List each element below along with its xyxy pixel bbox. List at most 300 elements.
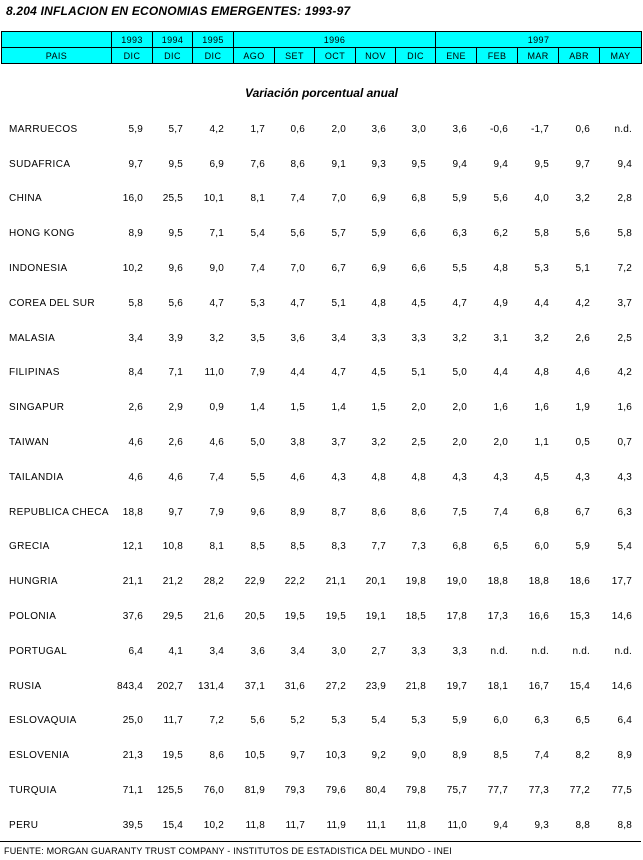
month-header: FEB	[477, 48, 518, 64]
value-cell: 27,2	[325, 680, 346, 692]
table-row	[1, 460, 641, 495]
value-cell: 80,4	[365, 785, 386, 797]
country-name: TURQUIA	[9, 785, 57, 797]
value-cell: 4,5	[534, 471, 549, 483]
value-cell: 5,6	[493, 193, 508, 205]
value-cell: 15,4	[162, 819, 183, 831]
value-cell: 18,5	[405, 611, 426, 623]
value-cell: 7,4	[250, 263, 265, 275]
value-cell: 6,0	[534, 541, 549, 553]
value-cell: 6,2	[493, 228, 508, 240]
value-cell: 2,0	[452, 402, 467, 414]
value-cell: 3,6	[250, 645, 265, 657]
value-cell: 9,7	[168, 506, 183, 518]
month-header: DIC	[396, 48, 436, 64]
value-cell: 8,5	[250, 541, 265, 553]
header-blank	[2, 32, 112, 48]
value-cell: 1,5	[290, 402, 305, 414]
value-cell: 19,5	[162, 750, 183, 762]
value-cell: 6,9	[371, 193, 386, 205]
table-row	[1, 634, 641, 669]
value-cell: 5,3	[250, 297, 265, 309]
value-cell: 9,4	[493, 158, 508, 170]
value-cell: 4,6	[575, 367, 590, 379]
value-cell: 25,0	[122, 715, 143, 727]
value-cell: 6,3	[534, 715, 549, 727]
value-cell: 3,6	[452, 123, 467, 135]
value-cell: 6,3	[617, 506, 632, 518]
value-cell: 5,8	[617, 228, 632, 240]
value-cell: 4,7	[331, 367, 346, 379]
value-cell: 10,8	[162, 541, 183, 553]
table-row	[1, 425, 641, 460]
year-header: 1993	[112, 32, 153, 48]
value-cell: 5,9	[128, 123, 143, 135]
value-cell: 16,0	[122, 193, 143, 205]
table-row	[1, 112, 641, 147]
value-cell: 2,6	[575, 332, 590, 344]
value-cell: 125,5	[156, 785, 183, 797]
value-cell: 2,0	[411, 402, 426, 414]
country-name: MARRUECOS	[9, 123, 78, 135]
year-header: 1994	[153, 32, 193, 48]
value-cell: 22,9	[244, 576, 265, 588]
value-cell: 11,7	[163, 715, 183, 727]
value-cell: 3,2	[209, 332, 224, 344]
table-row	[1, 704, 641, 739]
year-header: 1997	[436, 32, 642, 48]
country-name: POLONIA	[9, 611, 57, 623]
month-header: ENE	[436, 48, 477, 64]
value-cell: 843,4	[116, 680, 143, 692]
table-row	[1, 216, 641, 251]
value-cell: 5,7	[331, 228, 346, 240]
value-cell: 4,7	[452, 297, 467, 309]
value-cell: 9,1	[331, 158, 346, 170]
value-cell: 9,4	[452, 158, 467, 170]
value-cell: 4,9	[493, 297, 508, 309]
value-cell: 21,8	[405, 680, 426, 692]
value-cell: 22,2	[284, 576, 305, 588]
value-cell: 28,2	[203, 576, 224, 588]
value-cell: 18,8	[487, 576, 508, 588]
value-cell: 5,4	[250, 228, 265, 240]
value-cell: 77,3	[528, 785, 549, 797]
year-header: 1996	[234, 32, 436, 48]
value-cell: 25,5	[162, 193, 183, 205]
value-cell: 11,7	[285, 819, 305, 831]
month-header: DIC	[153, 48, 193, 64]
value-cell: 6,9	[371, 263, 386, 275]
value-cell: 4,6	[128, 471, 143, 483]
table-row	[1, 286, 641, 321]
column-header	[1, 31, 642, 64]
value-cell: 5,6	[575, 228, 590, 240]
value-cell: 1,6	[617, 402, 632, 414]
value-cell: 19,0	[446, 576, 467, 588]
value-cell: 21,2	[162, 576, 183, 588]
month-header: ABR	[559, 48, 600, 64]
value-cell: 18,8	[122, 506, 143, 518]
value-cell: 6,7	[331, 263, 346, 275]
value-cell: 9,5	[168, 158, 183, 170]
value-cell: 11,0	[204, 367, 224, 379]
value-cell: 14,6	[611, 611, 632, 623]
value-cell: 5,0	[452, 367, 467, 379]
value-cell: 2,9	[168, 402, 183, 414]
month-header: NOV	[356, 48, 396, 64]
value-cell: 10,2	[203, 819, 224, 831]
value-cell: 3,4	[128, 332, 143, 344]
value-cell: 18,1	[487, 680, 508, 692]
value-cell: 5,5	[452, 263, 467, 275]
value-cell: 3,7	[617, 297, 632, 309]
value-cell: 6,8	[534, 506, 549, 518]
value-cell: 0,7	[617, 437, 632, 449]
value-cell: 9,6	[168, 263, 183, 275]
value-cell: 2,7	[371, 645, 386, 657]
value-cell: 76,0	[203, 785, 224, 797]
value-cell: 2,8	[617, 193, 632, 205]
value-cell: 5,6	[290, 228, 305, 240]
country-column-header: PAIS	[2, 48, 112, 64]
value-cell: 79,6	[325, 785, 346, 797]
value-cell: 14,6	[611, 680, 632, 692]
country-name: SUDAFRICA	[9, 158, 71, 170]
value-cell: 37,6	[122, 611, 143, 623]
value-cell: 4,6	[209, 437, 224, 449]
value-cell: 4,3	[331, 471, 346, 483]
value-cell: 4,6	[290, 471, 305, 483]
value-cell: 4,3	[575, 471, 590, 483]
value-cell: 7,2	[209, 715, 224, 727]
value-cell: 5,6	[168, 297, 183, 309]
value-cell: 3,6	[371, 123, 386, 135]
value-cell: 75,7	[446, 785, 467, 797]
value-cell: 8,8	[575, 819, 590, 831]
value-cell: 1,9	[575, 402, 590, 414]
value-cell: 8,2	[575, 750, 590, 762]
value-cell: 21,1	[325, 576, 346, 588]
value-cell: 9,5	[168, 228, 183, 240]
table-subtitle: Variación porcentual anual	[245, 86, 398, 100]
value-cell: 8,1	[250, 193, 265, 205]
value-cell: 31,6	[284, 680, 305, 692]
value-cell: n.d.	[614, 123, 632, 135]
value-cell: 4,2	[209, 123, 224, 135]
value-cell: 18,8	[528, 576, 549, 588]
year-header: 1995	[193, 32, 234, 48]
value-cell: 0,5	[575, 437, 590, 449]
value-cell: 7,3	[411, 541, 426, 553]
value-cell: 7,2	[617, 263, 632, 275]
value-cell: 6,6	[411, 263, 426, 275]
value-cell: 10,3	[325, 750, 346, 762]
value-cell: 2,0	[493, 437, 508, 449]
value-cell: 12,1	[122, 541, 143, 553]
value-cell: 3,2	[452, 332, 467, 344]
page-title: 8.204 INFLACION EN ECONOMIAS EMERGENTES: 1993-97	[6, 4, 351, 18]
value-cell: 0,6	[575, 123, 590, 135]
value-cell: 1,4	[331, 402, 346, 414]
value-cell: 79,3	[284, 785, 305, 797]
value-cell: 4,8	[371, 297, 386, 309]
value-cell: 3,5	[250, 332, 265, 344]
value-cell: 5,7	[168, 123, 183, 135]
value-cell: 4,0	[534, 193, 549, 205]
value-cell: 4,8	[411, 471, 426, 483]
table-row	[1, 530, 641, 565]
value-cell: 77,7	[487, 785, 508, 797]
footer-divider	[0, 841, 641, 842]
value-cell: 5,5	[250, 471, 265, 483]
value-cell: 19,8	[405, 576, 426, 588]
country-name: INDONESIA	[9, 263, 68, 275]
value-cell: 3,3	[452, 645, 467, 657]
value-cell: 10,5	[244, 750, 265, 762]
value-cell: 3,1	[493, 332, 508, 344]
table-row	[1, 147, 641, 182]
value-cell: 10,1	[203, 193, 224, 205]
value-cell: 3,3	[371, 332, 386, 344]
value-cell: 81,9	[244, 785, 265, 797]
value-cell: 5,9	[371, 228, 386, 240]
value-cell: 7,5	[452, 506, 467, 518]
value-cell: 5,8	[128, 297, 143, 309]
value-cell: 5,1	[411, 367, 426, 379]
value-cell: 3,0	[411, 123, 426, 135]
value-cell: 21,1	[122, 576, 143, 588]
value-cell: 8,5	[493, 750, 508, 762]
value-cell: 2,0	[452, 437, 467, 449]
value-cell: 9,4	[493, 819, 508, 831]
value-cell: 3,3	[411, 332, 426, 344]
country-name: HONG KONG	[9, 228, 75, 240]
country-name: SINGAPUR	[9, 402, 65, 414]
month-header: AGO	[234, 48, 275, 64]
value-cell: 5,9	[452, 193, 467, 205]
value-cell: 6,7	[575, 506, 590, 518]
value-cell: 3,4	[290, 645, 305, 657]
value-cell: n.d.	[572, 645, 590, 657]
value-cell: n.d.	[531, 645, 549, 657]
value-cell: 4,4	[493, 367, 508, 379]
value-cell: 9,4	[617, 158, 632, 170]
value-cell: 7,1	[209, 228, 224, 240]
value-cell: 4,3	[452, 471, 467, 483]
table-row	[1, 738, 641, 773]
value-cell: 7,1	[168, 367, 183, 379]
table-row	[1, 808, 641, 843]
value-cell: 8,5	[290, 541, 305, 553]
value-cell: 5,4	[617, 541, 632, 553]
country-name: TAILANDIA	[9, 471, 64, 483]
value-cell: 6,0	[493, 715, 508, 727]
table-row	[1, 495, 641, 530]
value-cell: 4,3	[493, 471, 508, 483]
value-cell: 23,9	[365, 680, 386, 692]
table-row	[1, 182, 641, 217]
country-name: RUSIA	[9, 680, 42, 692]
value-cell: 15,3	[569, 611, 590, 623]
value-cell: 6,9	[209, 158, 224, 170]
value-cell: 2,5	[411, 437, 426, 449]
table-row	[1, 773, 641, 808]
month-header: SET	[275, 48, 315, 64]
value-cell: 11,9	[326, 819, 346, 831]
value-cell: 8,6	[411, 506, 426, 518]
value-cell: 6,3	[452, 228, 467, 240]
value-cell: 9,5	[534, 158, 549, 170]
value-cell: 19,5	[284, 611, 305, 623]
value-cell: 9,0	[209, 263, 224, 275]
value-cell: 19,1	[365, 611, 386, 623]
value-cell: 6,8	[452, 541, 467, 553]
value-cell: 20,5	[244, 611, 265, 623]
country-name: REPUBLICA CHECA	[9, 506, 109, 518]
value-cell: 4,2	[617, 367, 632, 379]
value-cell: 17,3	[487, 611, 508, 623]
value-cell: 4,4	[534, 297, 549, 309]
value-cell: 7,7	[371, 541, 386, 553]
value-cell: 5,2	[290, 715, 305, 727]
country-name: ESLOVAQUIA	[9, 715, 77, 727]
table-row	[1, 599, 641, 634]
value-cell: 8,6	[371, 506, 386, 518]
value-cell: 8,4	[128, 367, 143, 379]
value-cell: 4,5	[411, 297, 426, 309]
value-cell: 4,1	[168, 645, 183, 657]
value-cell: 0,6	[290, 123, 305, 135]
value-cell: 7,4	[493, 506, 508, 518]
country-name: COREA DEL SUR	[9, 297, 95, 309]
value-cell: 8,6	[209, 750, 224, 762]
value-cell: 4,8	[534, 367, 549, 379]
value-cell: 9,3	[371, 158, 386, 170]
value-cell: 202,7	[156, 680, 183, 692]
value-cell: 5,8	[534, 228, 549, 240]
value-cell: 19,7	[446, 680, 467, 692]
value-cell: n.d.	[614, 645, 632, 657]
country-name: HUNGRIA	[9, 576, 58, 588]
value-cell: 9,0	[411, 750, 426, 762]
value-cell: 5,1	[331, 297, 346, 309]
value-cell: 5,9	[452, 715, 467, 727]
value-cell: 11,8	[406, 819, 426, 831]
value-cell: 3,4	[209, 645, 224, 657]
value-cell: 3,2	[371, 437, 386, 449]
value-cell: 7,4	[290, 193, 305, 205]
value-cell: 3,8	[290, 437, 305, 449]
value-cell: 4,6	[128, 437, 143, 449]
value-cell: 8,3	[331, 541, 346, 553]
value-cell: 3,2	[534, 332, 549, 344]
table-row	[1, 669, 641, 704]
value-cell: 7,0	[290, 263, 305, 275]
value-cell: 3,9	[168, 332, 183, 344]
value-cell: 3,6	[290, 332, 305, 344]
value-cell: 11,1	[366, 819, 386, 831]
value-cell: 4,7	[209, 297, 224, 309]
value-cell: 1,7	[250, 123, 265, 135]
month-header: OCT	[315, 48, 356, 64]
value-cell: 1,4	[250, 402, 265, 414]
value-cell: 5,4	[371, 715, 386, 727]
value-cell: 8,8	[617, 819, 632, 831]
value-cell: 8,7	[331, 506, 346, 518]
value-cell: 1,6	[493, 402, 508, 414]
value-cell: 6,5	[575, 715, 590, 727]
value-cell: n.d.	[490, 645, 508, 657]
value-cell: 5,6	[250, 715, 265, 727]
value-cell: 11,0	[447, 819, 467, 831]
value-cell: 4,3	[617, 471, 632, 483]
value-cell: 5,3	[331, 715, 346, 727]
value-cell: 4,4	[290, 367, 305, 379]
month-header: DIC	[112, 48, 153, 64]
month-header: DIC	[193, 48, 234, 64]
value-cell: 17,8	[446, 611, 467, 623]
value-cell: -0,6	[489, 123, 508, 135]
value-cell: 5,3	[411, 715, 426, 727]
country-name: PORTUGAL	[9, 645, 68, 657]
value-cell: 4,6	[168, 471, 183, 483]
value-cell: 8,9	[290, 506, 305, 518]
value-cell: 3,4	[331, 332, 346, 344]
value-cell: 4,2	[575, 297, 590, 309]
value-cell: 4,8	[371, 471, 386, 483]
value-cell: 37,1	[244, 680, 265, 692]
value-cell: 7,9	[250, 367, 265, 379]
value-cell: 71,1	[122, 785, 143, 797]
value-cell: 6,5	[493, 541, 508, 553]
country-name: MALASIA	[9, 332, 56, 344]
table-row	[1, 390, 641, 425]
country-name: PERU	[9, 819, 39, 831]
value-cell: 8,6	[290, 158, 305, 170]
value-cell: 5,9	[575, 541, 590, 553]
value-cell: 6,8	[411, 193, 426, 205]
value-cell: 4,5	[371, 367, 386, 379]
value-cell: 79,8	[405, 785, 426, 797]
value-cell: 5,0	[250, 437, 265, 449]
inflation-table	[1, 112, 641, 843]
value-cell: 4,7	[290, 297, 305, 309]
country-name: ESLOVENIA	[9, 750, 70, 762]
value-cell: 39,5	[122, 819, 143, 831]
value-cell: 7,6	[250, 158, 265, 170]
value-cell: 2,6	[128, 402, 143, 414]
country-name: TAIWAN	[9, 437, 50, 449]
value-cell: 3,7	[331, 437, 346, 449]
value-cell: 18,6	[569, 576, 590, 588]
value-cell: 5,1	[575, 263, 590, 275]
month-header: MAR	[518, 48, 559, 64]
value-cell: 6,4	[128, 645, 143, 657]
value-cell: 17,7	[611, 576, 632, 588]
value-cell: 1,5	[371, 402, 386, 414]
value-cell: 16,6	[528, 611, 549, 623]
value-cell: 7,4	[209, 471, 224, 483]
value-cell: 7,0	[331, 193, 346, 205]
value-cell: 7,4	[534, 750, 549, 762]
value-cell: 6,6	[411, 228, 426, 240]
value-cell: 9,5	[411, 158, 426, 170]
value-cell: 6,4	[617, 715, 632, 727]
value-cell: 5,3	[534, 263, 549, 275]
table-row	[1, 564, 641, 599]
value-cell: 10,2	[122, 263, 143, 275]
